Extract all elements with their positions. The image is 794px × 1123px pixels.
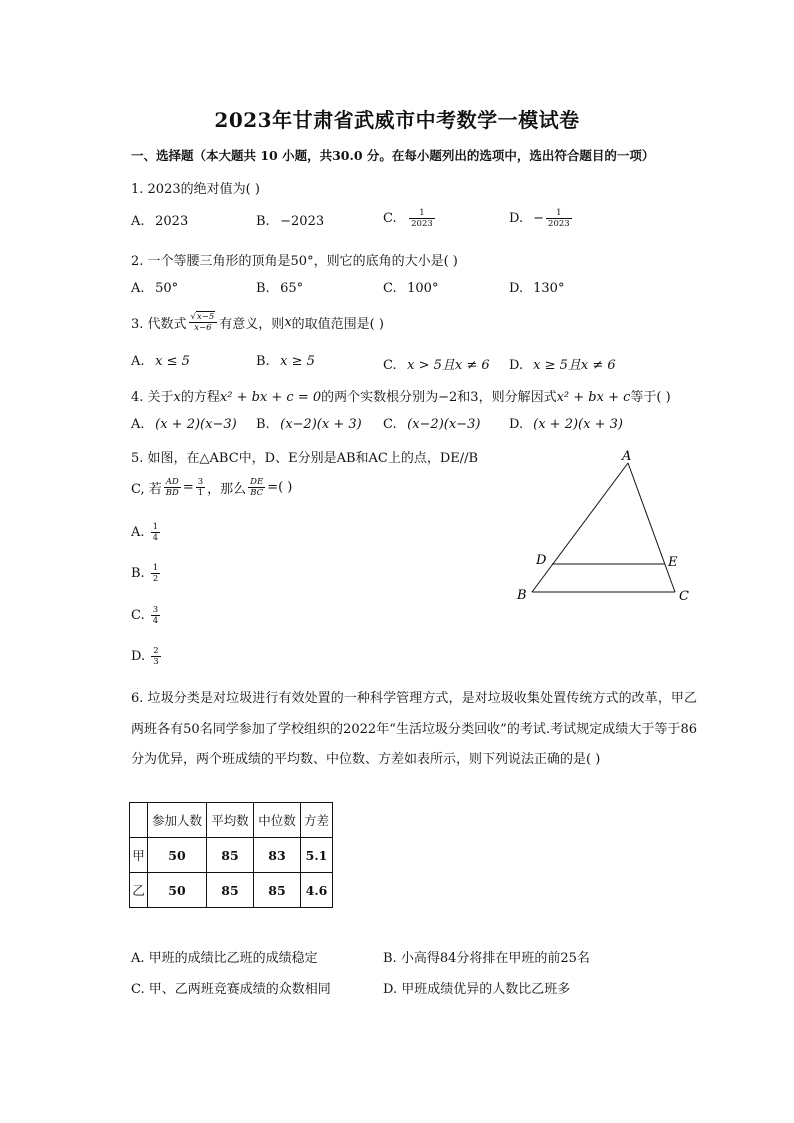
q6-option-d: D. 甲班成绩优异的人数比乙班多 — [383, 982, 571, 997]
q3-option-b: B. x ≥ 5 — [256, 354, 315, 369]
table-row: 乙 50 85 85 4.6 — [130, 873, 333, 908]
fraction-3-1: $\frac{3}{1}$ — [197, 477, 204, 498]
q1-option-a: A. 2023 — [131, 214, 189, 229]
q6-option-c: C. 甲、乙两班竞赛成绩的众数相同 — [131, 982, 331, 997]
q6-option-a: A. 甲班的成绩比乙班的成绩稳定 — [131, 951, 318, 966]
q5-option-c: C. $\frac{3}{4}$ — [131, 605, 159, 626]
q2-option-c: C. 100° — [383, 281, 439, 296]
q3-option-d: D. x ≥ 5且x ≠ 6 — [509, 358, 616, 373]
table-row: 甲 50 85 83 5.1 — [130, 838, 333, 873]
fraction: $\frac{1}{2023}$ — [548, 208, 570, 229]
label-c: C — [679, 589, 689, 604]
question-4-stem: 4. 关于x的方程x² + bx + c = 0的两个实数根分别为−2和3，则分解因式x² + bx + c等于( ) — [131, 390, 671, 405]
q5-option-b: B. $\frac{1}{2}$ — [131, 563, 159, 584]
q4-option-d: D. (x + 2)(x + 3) — [509, 417, 623, 432]
q5-option-d: D. $\frac{2}{3}$ — [131, 646, 159, 667]
fraction-ad-bd: $\frac{AD}{BD}$ — [165, 477, 179, 498]
q3-option-c: C. x > 5且x ≠ 6 — [383, 358, 490, 373]
q2-option-b: B. 65° — [256, 281, 304, 296]
question-5-stem-line1: 5. 如图，在△ABC中，D、E分别是AB和AC上的点，DE//B — [131, 451, 479, 466]
label-d: D — [536, 553, 547, 568]
q5-option-a: A. $\frac{1}{4}$ — [131, 522, 159, 543]
label-b: B — [517, 588, 527, 603]
question-5-stem-line2: C, 若 $\frac{AD}{BD}$ = $\frac{3}{1}$ ，那么 $\frac{DE}{BC}$ =( ) — [131, 477, 293, 498]
label-a: A — [622, 449, 632, 464]
page-title: 2023年甘肃省武威市中考数学一模试卷 — [214, 108, 580, 132]
fraction-de-bc: $\frac{DE}{BC}$ — [250, 477, 264, 498]
q4-option-b: B. (x−2)(x + 3) — [256, 417, 362, 432]
q1-option-c: C. $\frac{1}{2023}$ — [383, 208, 433, 229]
q4-option-a: A. (x + 2)(x−3) — [131, 417, 237, 432]
triangle-figure — [505, 442, 705, 607]
q1-option-d: D. − $\frac{1}{2023}$ — [509, 208, 570, 229]
table-header-row: 参加人数 平均数 中位数 方差 — [130, 803, 333, 838]
fraction: $\frac{1}{2023}$ — [411, 208, 433, 229]
question-2-stem: 2. 一个等腰三角形的顶角是50°，则它的底角的大小是( ) — [131, 254, 458, 269]
q1-option-b: B. −2023 — [256, 214, 325, 229]
question-3-stem: 3. 代数式 $\frac{√x-5}{x-6}$ 有意义，则x的取值范围是( ) — [131, 312, 384, 333]
side-ab — [532, 463, 628, 592]
q2-option-d: D. 130° — [509, 281, 565, 296]
side-ac — [628, 463, 675, 592]
sqrt-fraction: $\frac{√x-5}{x-6}$ — [189, 312, 218, 333]
q4-option-c: C. (x−2)(x−3) — [383, 417, 481, 432]
section-header: 一、选择题（本大题共 10 小题，共30.0 分。在每小题列出的选项中，选出符合题目的一项） — [131, 148, 655, 163]
q3-option-a: A. x ≤ 5 — [131, 354, 190, 369]
q6-option-b: B. 小高得84分将排在甲班的前25名 — [383, 951, 590, 966]
question-1-stem: 1. 2023的绝对值为( ) — [131, 182, 260, 197]
label-e: E — [668, 555, 678, 570]
question-6-stem: 6. 垃圾分类是对垃圾进行有效处置的一种科学管理方式，是对垃圾收集处置传统方式的改革，甲乙两班各有50名同学参加了学校组织的2022年“生活垃圾分类回收”的考试.考试规定成绩大于等于86分为优异，两个班成绩的平均数、中位数、方差如表所示，则下列说法正确的是( ) — [131, 691, 697, 767]
score-table — [129, 802, 333, 908]
q2-option-a: A. 50° — [131, 281, 179, 296]
